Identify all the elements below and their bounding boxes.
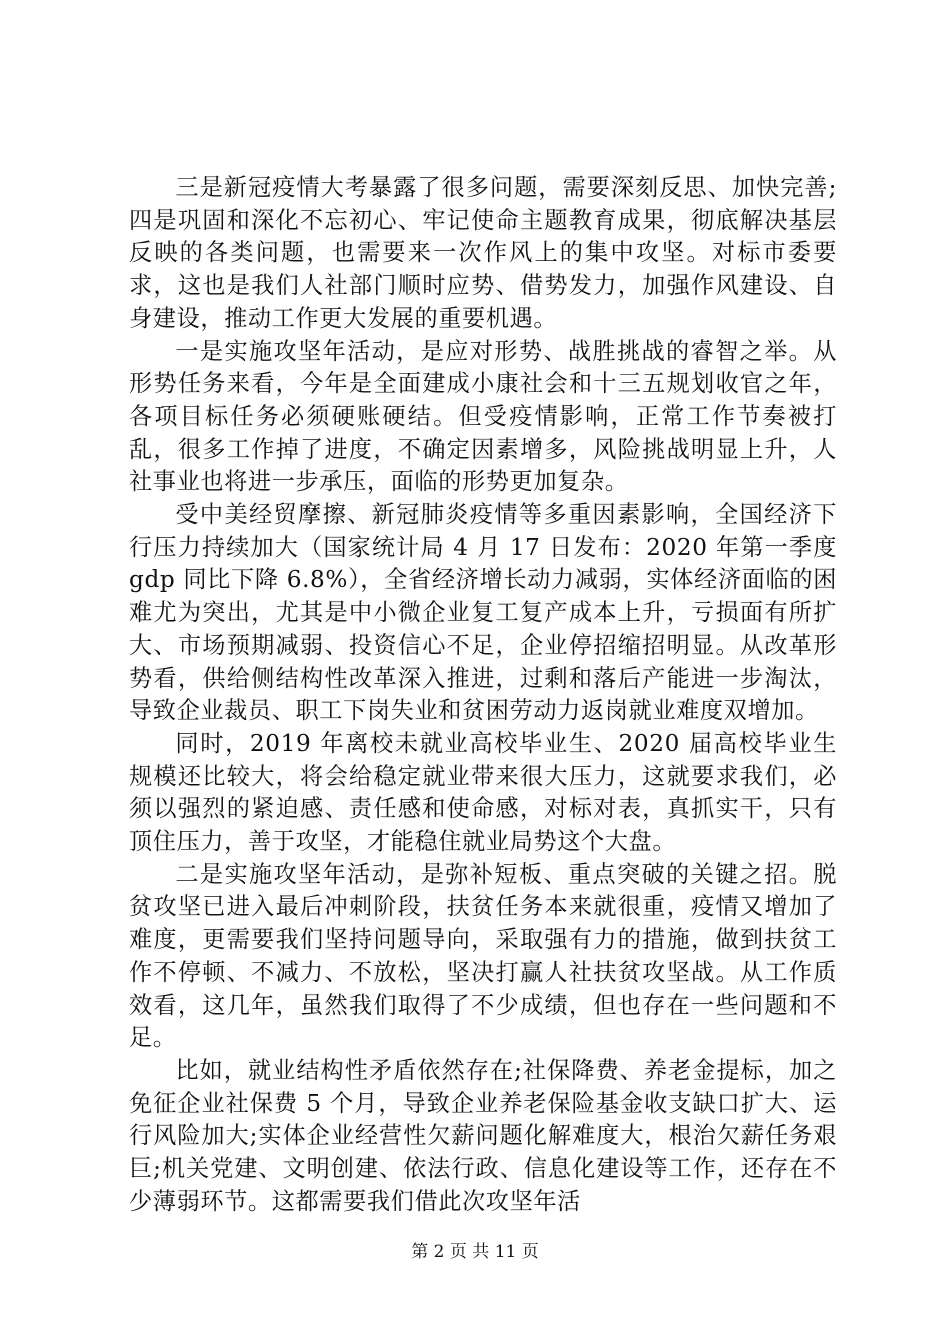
paragraph-2: 一是实施攻坚年活动，是应对形势、战胜挑战的睿智之举。从形势任务来看，今年是全面建成小康社会和十三五规划收官之年，各项目标任务必须硬账硬结。但受疫情影响，正常工作节奏被打乱，很多工作掉了进度，不确定因素增多，风险挑战明显上升，人社事业也将进一步承压，面临的形势更加复杂。 <box>129 337 837 496</box>
paragraph-4: 同时，2019 年离校未就业高校毕业生、2020 届高校毕业生规模还比较大，将会给稳定就业带来很大压力，这就要求我们，必须以强烈的紧迫感、责任感和使命感，对标对表，真抓实干，只有顶住压力，善于攻坚，才能稳住就业局势这个大盘。 <box>129 729 837 856</box>
paragraph-1: 三是新冠疫情大考暴露了很多问题，需要深刻反思、加快完善;四是巩固和深化不忘初心、牢记使命主题教育成果，彻底解决基层反映的各类问题，也需要来一次作风上的集中攻坚。对标市委要求，这也是我们人社部门顺时应势、借势发力，加强作风建设、自身建设，推动工作更大发展的重要机遇。 <box>129 174 837 332</box>
document-body <box>129 172 837 1219</box>
paragraph-6: 比如，就业结构性矛盾依然存在;社保降费、养老金提标，加之免征企业社保费 5 个月，导致企业养老保险基金收支缺口扩大、运行风险加大;实体企业经营性欠薪问题化解难度大，根治欠薪任务艰巨;机关党建、文明创建、依法行政、信息化建设等工作，还存在不少薄弱环节。这都需要我们借此次攻坚年活 <box>129 1056 837 1215</box>
paragraph-3: 受中美经贸摩擦、新冠肺炎疫情等多重因素影响，全国经济下行压力持续加大（国家统计局 4 月 17 日发布：2020 年第一季度 gdp 同比下降 6.8%），全省经济增长动力减弱，实体经济面临的困难尤为突出，尤其是中小微企业复工复产成本上升，亏损面有所扩大、市场预期减弱、投资信心不足，企业停招缩招明显。从改革形势看，供给侧结构性改革深入推进，过剩和落后产能进一步淘汰，导致企业裁员、职工下岗失业和贫困劳动力返岗就业难度双增加。 <box>129 501 837 725</box>
paragraph-5: 二是实施攻坚年活动，是弥补短板、重点突破的关键之招。脱贫攻坚已进入最后冲刺阶段，扶贫任务本来就很重，疫情又增加了难度，更需要我们坚持问题导向，采取强有力的措施，做到扶贫工作不停顿、不减力、不放松，坚决打赢人社扶贫攻坚战。从工作质效看，这几年，虽然我们取得了不少成绩，但也存在一些问题和不足。 <box>129 860 837 1052</box>
page-number-footer: 第 2 页 共 11 页 <box>411 1242 539 1262</box>
